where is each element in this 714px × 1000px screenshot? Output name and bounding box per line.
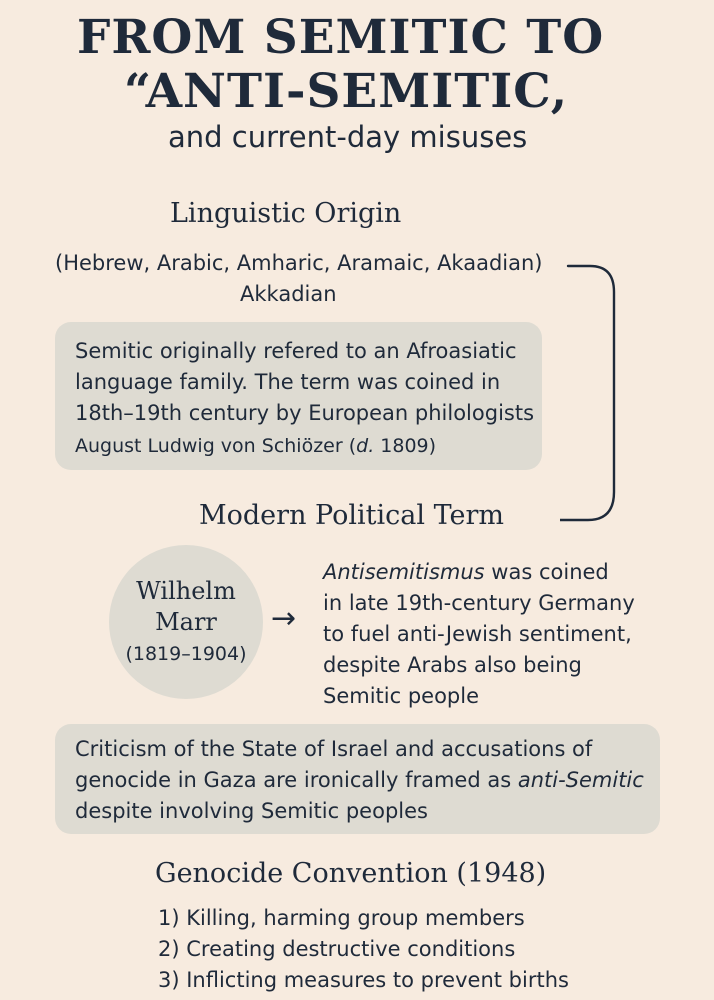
person-dates: (1819–1904) bbox=[125, 643, 247, 665]
linguistic-box-line-4 bbox=[75, 433, 436, 459]
desc-line-1-rest: was coined bbox=[484, 560, 609, 584]
connector-bracket bbox=[560, 258, 630, 528]
schlozer-name: August Ludwig von Schiözer ( bbox=[75, 435, 357, 457]
title-line-2: “ANTI-SEMITIC, bbox=[124, 64, 569, 119]
criticism-line-3: despite involving Semitic peoples bbox=[75, 799, 428, 823]
political-desc-line-3: to fuel anti-Jewish sentiment, bbox=[323, 622, 632, 646]
genocide-convention-heading: Genocide Convention (1948) bbox=[155, 858, 547, 889]
subtitle: and current-day misuses bbox=[168, 120, 528, 154]
convention-item-1: 1) Killing, harming group members bbox=[158, 906, 525, 930]
linguistic-origin-heading: Linguistic Origin bbox=[170, 198, 402, 229]
convention-item-2: 2) Creating destructive conditions bbox=[158, 937, 516, 961]
languages-list: (Hebrew, Arabic, Amharic, Aramaic, Akaadian) bbox=[55, 251, 543, 275]
modern-political-term-heading: Modern Political Term bbox=[199, 500, 504, 531]
convention-item-3: 3) Inflicting measures to prevent births bbox=[158, 968, 569, 992]
political-desc-line-1 bbox=[323, 557, 609, 588]
political-desc-line-4: despite Arabs also being bbox=[323, 653, 582, 677]
person-last-name: Marr bbox=[155, 608, 217, 636]
criticism-box bbox=[55, 724, 660, 834]
death-year: 1809) bbox=[374, 435, 437, 457]
death-abbrev: d. bbox=[356, 435, 375, 457]
criticism-line-1: Criticism of the State of Israel and accusations of bbox=[75, 737, 593, 761]
arrow-icon: → bbox=[271, 601, 297, 636]
linguistic-box-line-3: 18th–19th century by European philologists bbox=[75, 401, 535, 425]
political-desc-line-2: in late 19th-century Germany bbox=[323, 591, 635, 615]
linguistic-origin-box bbox=[55, 322, 542, 470]
antisemitismus-term: Antisemitismus bbox=[323, 560, 485, 584]
political-desc-line-5: Semitic people bbox=[323, 684, 480, 708]
person-first-name: Wilhelm bbox=[136, 577, 236, 605]
title-line-1: FROM SEMITIC TO bbox=[77, 10, 605, 65]
languages-list-line2: Akkadian bbox=[240, 282, 337, 306]
linguistic-box-line-1: Semitic originally refered to an Afroasiatic bbox=[75, 339, 517, 363]
linguistic-box-line-2: language family. The term was coined in bbox=[75, 370, 501, 394]
criticism-line-2 bbox=[75, 765, 644, 796]
anti-semitic-term: anti-Semitic bbox=[517, 768, 644, 792]
criticism-line-2-text: genocide in Gaza are ironically framed as bbox=[75, 768, 518, 792]
wilhelm-marr-circle bbox=[109, 545, 263, 699]
